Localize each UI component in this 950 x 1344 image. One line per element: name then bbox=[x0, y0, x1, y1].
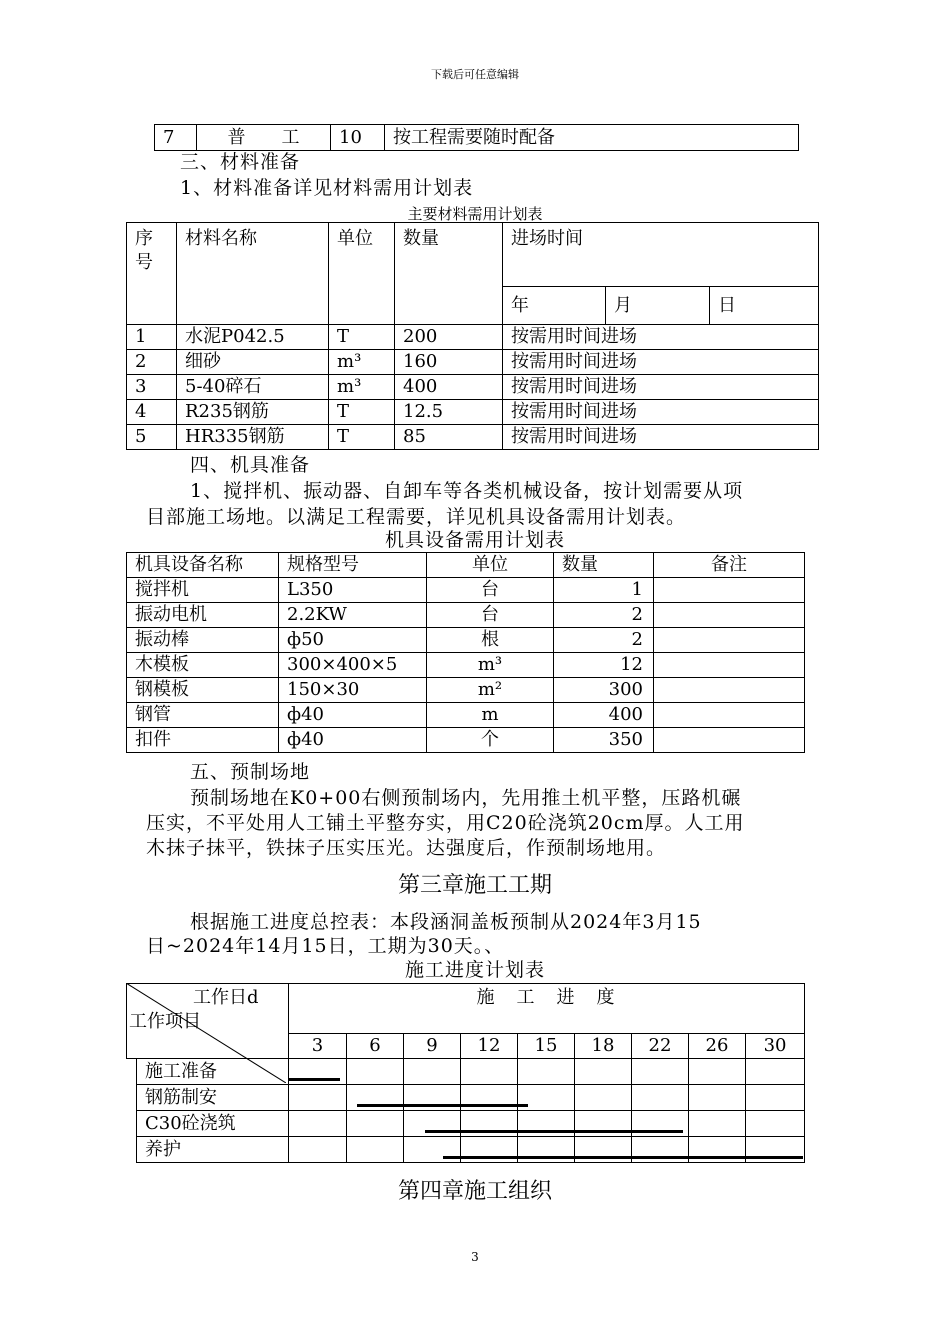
eq-head-note: 备注 bbox=[654, 553, 805, 578]
corner-top-label: 工作日d bbox=[193, 987, 259, 1008]
eq-spec: 150×30 bbox=[279, 678, 427, 703]
day-label: 9 bbox=[404, 1034, 461, 1059]
table-row bbox=[127, 400, 819, 425]
gantt-bar bbox=[288, 1078, 340, 1081]
mat-time: 按需用时间进场 bbox=[503, 375, 819, 400]
eq-name: 钢管 bbox=[127, 703, 279, 728]
eq-unit: m bbox=[427, 703, 554, 728]
table-row bbox=[127, 350, 819, 375]
mat-head-no-1: 序 bbox=[135, 228, 153, 249]
eq-note bbox=[654, 603, 805, 628]
section5-heading: 五、预制场地 bbox=[190, 761, 311, 783]
mat-unit: m³ bbox=[329, 350, 395, 375]
equipment-caption: 机具设备需用计划表 bbox=[384, 529, 565, 551]
mat-head-name: 材料名称 bbox=[177, 223, 329, 325]
labor-count: 10 bbox=[331, 125, 385, 151]
eq-spec: ф40 bbox=[279, 703, 427, 728]
table-row bbox=[127, 628, 805, 653]
mat-head-time: 进场时间 bbox=[503, 223, 819, 287]
section5-line3: 木抹子抹平，铁抹子压实压光。达强度后，作预制场地用。 bbox=[146, 837, 667, 859]
labor-table bbox=[154, 124, 799, 151]
corner-diagonal bbox=[126, 983, 286, 1083]
eq-head-spec: 规格型号 bbox=[279, 553, 427, 578]
eq-unit: 个 bbox=[427, 728, 554, 753]
task-name: 施工准备 bbox=[137, 1059, 289, 1085]
materials-caption: 主要材料需用计划表 bbox=[407, 205, 543, 223]
labor-note: 按工程需要随时配备 bbox=[385, 125, 799, 151]
mat-head-no bbox=[127, 223, 177, 325]
eq-name: 钢模板 bbox=[127, 678, 279, 703]
table-row bbox=[127, 603, 805, 628]
corner-bottom-label: 工作项目 bbox=[129, 1011, 201, 1032]
mat-qty: 400 bbox=[395, 375, 503, 400]
mat-qty: 12.5 bbox=[395, 400, 503, 425]
task-name: 钢筋制安 bbox=[137, 1085, 289, 1111]
eq-note bbox=[654, 728, 805, 753]
section4-para-line2: 目部施工场地。以满足工程需要，详见机具设备需用计划表。 bbox=[146, 506, 687, 528]
eq-unit: m² bbox=[427, 678, 554, 703]
table-row bbox=[127, 678, 805, 703]
eq-unit: 根 bbox=[427, 628, 554, 653]
task-name: C30砼浇筑 bbox=[137, 1111, 289, 1137]
eq-qty: 2 bbox=[554, 628, 654, 653]
eq-name: 振动电机 bbox=[127, 603, 279, 628]
table-row bbox=[127, 578, 805, 603]
eq-unit: m³ bbox=[427, 653, 554, 678]
mat-head-year: 年 bbox=[503, 287, 606, 325]
eq-name: 振动棒 bbox=[127, 628, 279, 653]
mat-name: 5-40碎石 bbox=[177, 375, 329, 400]
day-label: 26 bbox=[689, 1034, 746, 1059]
chapter3-line2: 日~2024年14月15日，工期为30天。、 bbox=[146, 935, 505, 957]
day-label: 6 bbox=[347, 1034, 404, 1059]
table-row bbox=[127, 375, 819, 400]
mat-head-day: 日 bbox=[710, 287, 819, 325]
eq-note bbox=[654, 703, 805, 728]
eq-qty: 2 bbox=[554, 603, 654, 628]
eq-note bbox=[654, 678, 805, 703]
section4-para-line1: 1、搅拌机、振动器、自卸车等各类机械设备，按计划需要从项 bbox=[190, 480, 744, 502]
mat-qty: 160 bbox=[395, 350, 503, 375]
mat-unit: T bbox=[329, 400, 395, 425]
eq-head-unit: 单位 bbox=[427, 553, 554, 578]
mat-name: 水泥P042.5 bbox=[177, 325, 329, 350]
eq-name: 木模板 bbox=[127, 653, 279, 678]
mat-head-month: 月 bbox=[606, 287, 710, 325]
mat-no: 1 bbox=[127, 325, 177, 350]
chapter3-title: 第三章施工工期 bbox=[397, 873, 552, 898]
mat-no: 2 bbox=[127, 350, 177, 375]
eq-qty: 300 bbox=[554, 678, 654, 703]
eq-qty: 12 bbox=[554, 653, 654, 678]
mat-unit: m³ bbox=[329, 375, 395, 400]
schedule-caption: 施工进度计划表 bbox=[404, 959, 545, 981]
table-row bbox=[127, 325, 819, 350]
table-row bbox=[127, 728, 805, 753]
section3-item1: 1、材料准备详见材料需用计划表 bbox=[180, 177, 474, 199]
chapter4-title: 第四章施工组织 bbox=[397, 1179, 552, 1204]
section3-heading: 三、材料准备 bbox=[180, 151, 301, 173]
eq-note bbox=[654, 653, 805, 678]
eq-spec: 300×400×5 bbox=[279, 653, 427, 678]
eq-spec: ф40 bbox=[279, 728, 427, 753]
table-row bbox=[127, 703, 805, 728]
eq-spec: 2.2KW bbox=[279, 603, 427, 628]
gantt-bar bbox=[443, 1156, 804, 1159]
table-row bbox=[127, 425, 819, 450]
day-label: 30 bbox=[746, 1034, 805, 1059]
eq-head-name: 机具设备名称 bbox=[127, 553, 279, 578]
mat-time: 按需用时间进场 bbox=[503, 325, 819, 350]
mat-head-no-2: 号 bbox=[135, 252, 153, 273]
page-number: 3 bbox=[471, 1250, 479, 1264]
gantt-bar bbox=[425, 1130, 683, 1133]
mat-name: 细砂 bbox=[177, 350, 329, 375]
table-row bbox=[127, 653, 805, 678]
equipment-table bbox=[126, 552, 805, 753]
mat-time: 按需用时间进场 bbox=[503, 425, 819, 450]
eq-name: 扣件 bbox=[127, 728, 279, 753]
mat-qty: 85 bbox=[395, 425, 503, 450]
labor-no: 7 bbox=[155, 125, 197, 151]
materials-table bbox=[126, 222, 819, 450]
labor-name: 普 工 bbox=[197, 125, 331, 151]
eq-head-qty: 数量 bbox=[554, 553, 654, 578]
eq-qty: 400 bbox=[554, 703, 654, 728]
day-label: 22 bbox=[632, 1034, 689, 1059]
section4-heading: 四、机具准备 bbox=[190, 454, 311, 476]
schedule-progress-header: 施 工 进 度 bbox=[289, 984, 805, 1034]
task-name: 养护 bbox=[137, 1137, 289, 1163]
mat-time: 按需用时间进场 bbox=[503, 400, 819, 425]
mat-head-qty: 数量 bbox=[395, 223, 503, 325]
mat-time: 按需用时间进场 bbox=[503, 350, 819, 375]
section5-line1: 预制场地在K0+00右侧预制场内，先用推土机平整，压路机碾 bbox=[190, 787, 742, 809]
eq-note bbox=[654, 628, 805, 653]
eq-note bbox=[654, 578, 805, 603]
day-label: 18 bbox=[575, 1034, 632, 1059]
page-header: 下载后可任意编辑 bbox=[431, 68, 519, 81]
day-label: 12 bbox=[461, 1034, 518, 1059]
mat-no: 5 bbox=[127, 425, 177, 450]
gantt-bar bbox=[357, 1104, 529, 1107]
eq-unit: 台 bbox=[427, 603, 554, 628]
mat-unit: T bbox=[329, 325, 395, 350]
eq-spec: L350 bbox=[279, 578, 427, 603]
mat-no: 3 bbox=[127, 375, 177, 400]
mat-name: R235钢筋 bbox=[177, 400, 329, 425]
section5-line2: 压实，不平处用人工铺土平整夯实，用C20砼浇筑20cm厚。人工用 bbox=[146, 812, 745, 834]
day-label: 3 bbox=[289, 1034, 347, 1059]
chapter3-line1: 根据施工进度总控表：本段涵洞盖板预制从2024年3月15 bbox=[190, 911, 702, 933]
day-label: 15 bbox=[518, 1034, 575, 1059]
mat-qty: 200 bbox=[395, 325, 503, 350]
eq-unit: 台 bbox=[427, 578, 554, 603]
mat-head-unit: 单位 bbox=[329, 223, 395, 325]
mat-no: 4 bbox=[127, 400, 177, 425]
mat-name: HR335钢筋 bbox=[177, 425, 329, 450]
eq-qty: 350 bbox=[554, 728, 654, 753]
eq-qty: 1 bbox=[554, 578, 654, 603]
eq-spec: ф50 bbox=[279, 628, 427, 653]
eq-name: 搅拌机 bbox=[127, 578, 279, 603]
mat-unit: T bbox=[329, 425, 395, 450]
